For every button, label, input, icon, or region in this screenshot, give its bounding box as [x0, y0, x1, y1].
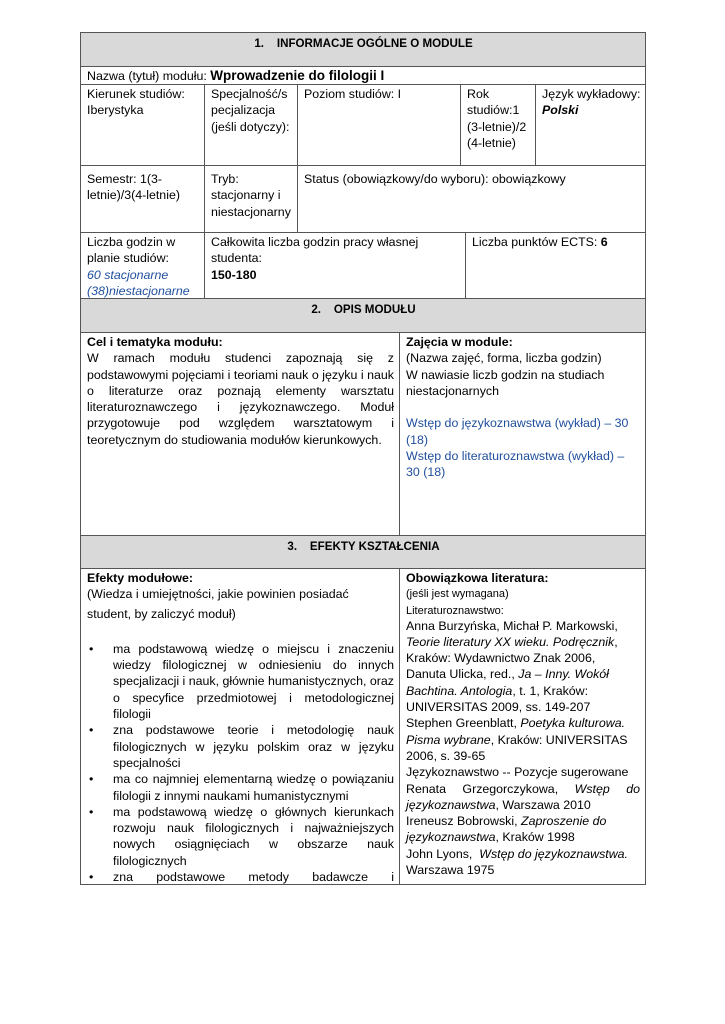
text-segment: , Kraków 1998 [495, 830, 575, 845]
semestr-cell [80, 165, 205, 233]
text-segment: Renata Grzegorczykowa, [406, 781, 575, 796]
jezyk-value: Polski [542, 103, 579, 118]
efekty-list-item [87, 804, 394, 869]
literature-line [406, 846, 640, 862]
specjalnosc-cell [204, 84, 298, 166]
efekty-list [87, 641, 394, 885]
section-3-heading [80, 535, 646, 569]
praca-value: 150-180 [211, 267, 257, 282]
text-line: stacjonarny i [211, 188, 281, 203]
text-line: W nawiasie liczb godzin na studiach [406, 367, 605, 382]
bullet-icon: • [89, 772, 94, 787]
text-line: pecjalizacja [211, 103, 276, 118]
text-line: wiedzy filologicznej w odniesieniu do innych [113, 658, 394, 673]
text-segment: , Kraków: UNIVERSITAS [490, 732, 628, 747]
cel-description [87, 350, 394, 448]
course-item: Wstęp do językoznawstwa (wykład) – 30 [406, 416, 629, 431]
text-segment: 2006, s. 39-65 [406, 748, 486, 763]
text-line: filologii [113, 707, 151, 722]
text-line: (3-letnie)/2 [467, 119, 527, 134]
godziny-stacjonarne: 60 stacjonarne [87, 267, 169, 282]
text-line: zna podstawowe metody badawcze i [113, 870, 394, 885]
efekty-list-item [87, 771, 394, 804]
text-line: W ramach modułu studenci zapoznają się z [87, 351, 394, 366]
text-segment: Stephen Greenblatt, [406, 716, 521, 731]
book-title: Zaproszenie do [521, 814, 607, 829]
text-line: filologii z innymi naukami humanistycznymi [113, 788, 349, 803]
text-line: student, by zaliczyć moduł) [87, 606, 236, 621]
text-line: filologicznych [113, 853, 187, 868]
text-line: Liczba godzin w [87, 235, 176, 249]
text-segment: , Warszawa 2010 [495, 797, 591, 812]
book-title: językoznawstwa [406, 830, 496, 845]
text-line: ma podstawową wiedzę o miejscu i znaczeniu [113, 641, 394, 656]
course-item: 30 (18) [406, 465, 446, 480]
kierunek-label: Kierunek studiów: [87, 87, 185, 101]
text-line: nowych osiągnięciach w obszarze nauk [113, 837, 394, 852]
text-line: przygotowuje pod względem warsztatowym i [87, 416, 394, 431]
efekty-list-item [87, 869, 394, 885]
text-line: (jeśli jest wymagana) [406, 588, 509, 601]
literature-line [406, 829, 640, 845]
text-segment: UNIVERSITAS 2009, ss. 149-207 [406, 700, 591, 715]
poziom-cell [297, 84, 461, 166]
course-item: (18) [406, 432, 429, 447]
godziny-cell [80, 232, 205, 299]
book-title: Bachtina. Antologia [406, 683, 513, 698]
literature-line [406, 683, 640, 699]
text-line: filologicznych w języku polskim oraz w języku [113, 739, 394, 754]
text-line: planie studiów: [87, 251, 169, 266]
book-title: językoznawstwa [406, 797, 496, 812]
text-segment: , [614, 634, 618, 649]
ects-cell [465, 232, 646, 299]
text-line: ma podstawową wiedzę o głównych kierunkach [113, 804, 394, 819]
literature-line [406, 634, 640, 650]
ects-value: 6 [600, 235, 608, 249]
ects-label: Liczba punktów ECTS: [472, 235, 601, 249]
praca-cell [204, 232, 466, 299]
book-title: Ja – Inny. Wokół [518, 667, 609, 682]
text-line: Całkowita liczba godzin pracy własnej [211, 235, 419, 249]
text-line: specjalności [113, 755, 181, 770]
literature-line [406, 748, 640, 764]
rok-cell [460, 84, 536, 166]
text-line: o literaturze oraz poznają elementy warsztatu [87, 383, 394, 398]
text-line: letnie)/3(4-letnie) [87, 188, 180, 203]
text-line: niestacjonarny [211, 204, 291, 219]
section-1-heading [80, 32, 646, 67]
text-line: rozwoju nauk filologicznych i najważniejszych [113, 821, 394, 836]
module-name-value: Wprowadzenie do filologii I [210, 68, 385, 83]
text-line: podstawowymi pojęciami i teoriami nauk o języku i nauk [87, 367, 394, 382]
literature-line [406, 797, 640, 813]
bullet-icon: • [89, 870, 94, 885]
module-name-label: Nazwa (tytuł) modułu: [87, 69, 207, 83]
bullet-icon: • [89, 804, 94, 819]
text-line: Literaturoznawstwo: [406, 604, 504, 617]
literatura-list [406, 618, 640, 879]
literature-line [406, 732, 640, 748]
book-title: Teorie literatury XX wieku. Podręcznik [406, 634, 615, 649]
text-line: (Nazwa zajęć, forma, liczba godzin) [406, 351, 602, 366]
text-line: o specyfice przedmiotowej i metodologicznej [113, 690, 394, 705]
book-title: Wstęp do językoznawstwa. [479, 846, 628, 861]
text-segment: Warszawa 1975 [406, 863, 495, 878]
jezyk-cell [535, 84, 646, 166]
literatura-title: Obowiązkowa literatura: [406, 571, 549, 585]
tryb-cell [204, 165, 298, 233]
status-cell [297, 165, 646, 233]
literature-line [406, 666, 640, 682]
cel-cell [80, 332, 400, 536]
efekty-list-item [87, 722, 394, 771]
text-segment: , t. 1, Kraków: [512, 683, 589, 698]
literature-line [406, 618, 640, 634]
text-line: niestacjonarnych [406, 383, 499, 398]
bullet-icon: • [89, 723, 94, 738]
text-segment: Językoznawstwo -- Pozycje sugerowane [406, 765, 629, 780]
zajecia-title: Zajęcia w module: [406, 335, 513, 349]
book-title: Wstęp do [574, 781, 640, 796]
section-2-heading [80, 298, 646, 333]
text-line: literaturoznawczego i językoznawczego. Moduł [87, 400, 394, 415]
jezyk-label: Język wykładowy: [542, 87, 641, 101]
text-line: Rok [467, 87, 490, 101]
bullet-icon: • [89, 641, 94, 656]
text-line: (Wiedza i umiejętności, jakie powinien posiadać [87, 587, 349, 602]
text-line: Tryb: [211, 172, 239, 186]
efekty-list-item [87, 641, 394, 722]
heading-text: 3. EFEKTY KSZTAŁCENIA [287, 540, 440, 553]
heading-text: 1. INFORMACJE OGÓLNE O MODULE [254, 37, 473, 50]
text-segment: Danuta Ulicka, red., [406, 667, 519, 682]
text-segment: John Lyons, [406, 846, 480, 861]
literature-line [406, 764, 640, 780]
book-title: Poetyka kulturowa. [520, 716, 626, 731]
text-line: Semestr: 1(3- [87, 172, 163, 186]
text-segment: Kraków: Wydawnictwo Znak 2006, [406, 651, 596, 666]
kierunek-value: Iberystyka [87, 103, 144, 118]
text-line: specjalizacji i nauk, głównie humanistycznych, oraz [113, 674, 394, 689]
heading-text: 2. OPIS MODUŁU [311, 303, 416, 316]
text-line: (4-letnie) [467, 135, 516, 150]
literature-line [406, 650, 640, 666]
efekty-title: Efekty modułowe: [87, 571, 194, 585]
literature-line [406, 699, 640, 715]
literature-line [406, 781, 640, 797]
zajecia-cell [399, 332, 646, 536]
godziny-niestacjonarne: (38)niestacjonarne [87, 283, 190, 298]
text-segment: Ireneusz Bobrowski, [406, 814, 522, 829]
course-item: Wstęp do literaturoznawstwa (wykład) – [406, 449, 625, 464]
text-line: Specjalność/s [211, 87, 288, 101]
text-line: studenta: [211, 251, 262, 266]
text-segment: Anna Burzyńska, Michał P. Markowski, [406, 618, 618, 633]
efekty-cell [80, 568, 400, 885]
cel-title: Cel i tematyka modułu: [87, 335, 223, 349]
literature-line [406, 715, 640, 731]
text-line: zna podstawowe teorie i metodologię nauk [113, 723, 394, 738]
literatura-cell [399, 568, 646, 885]
text-line: ma co najmniej elementarną wiedzę o powiązaniu [113, 772, 394, 787]
status-text: Status (obowiązkowy/do wyboru): obowiązkowy [304, 172, 566, 186]
book-title: Pisma wybrane [406, 732, 491, 747]
kierunek-cell [80, 84, 205, 166]
text-line: teoretycznym do studiowania modułów kierunkowych. [87, 432, 382, 447]
literature-line [406, 862, 640, 878]
poziom-text: Poziom studiów: I [304, 87, 402, 101]
literature-line [406, 813, 640, 829]
text-line: studiów:1 [467, 103, 520, 118]
text-line: (jeśli dotyczy): [211, 119, 290, 134]
module-name-row [80, 66, 646, 85]
